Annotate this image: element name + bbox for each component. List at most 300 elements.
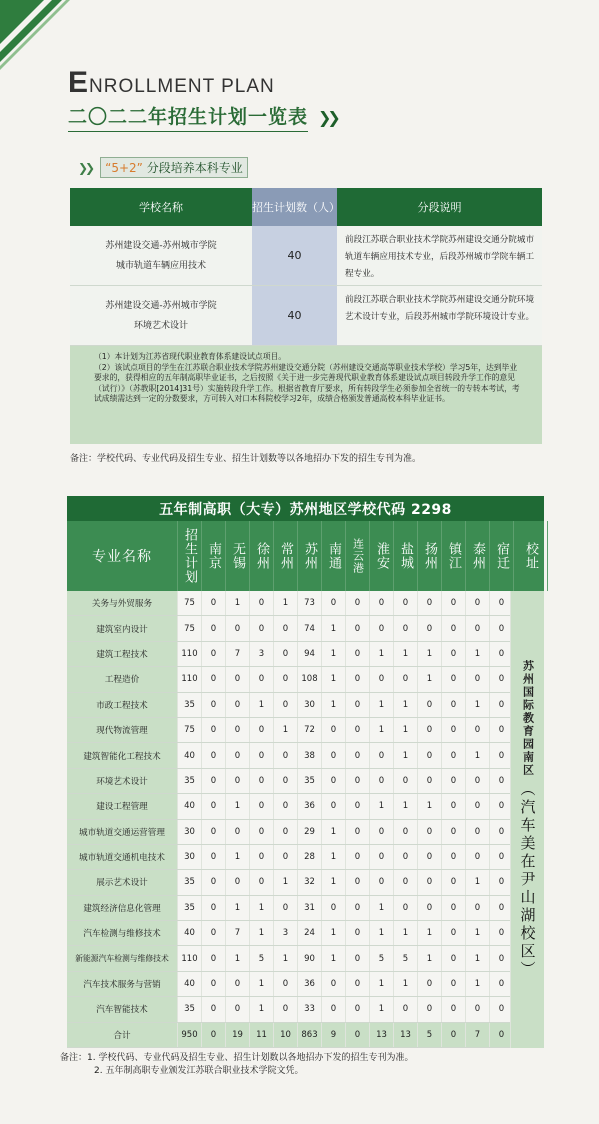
city-quota-cell: 0 bbox=[490, 972, 514, 996]
city-quota-cell: 13 bbox=[370, 1023, 394, 1047]
city-quota-cell: 863 bbox=[298, 1023, 322, 1047]
city-quota-cell: 0 bbox=[346, 896, 370, 920]
address-printed: 苏州国际教育园南区 bbox=[521, 660, 535, 778]
plan-cell: 950 bbox=[178, 1023, 202, 1047]
major-name-cell: 市政工程技术 bbox=[67, 693, 178, 717]
city-quota-cell: 0 bbox=[202, 921, 226, 945]
city-quota-cell: 0 bbox=[202, 946, 226, 970]
city-quota-cell: 1 bbox=[370, 794, 394, 818]
city-quota-cell: 0 bbox=[226, 769, 250, 793]
city-quota-cell: 108 bbox=[298, 667, 322, 691]
city-quota-cell: 0 bbox=[418, 591, 442, 615]
city-quota-cell: 0 bbox=[370, 616, 394, 640]
city-quota-cell: 0 bbox=[490, 718, 514, 742]
city-quota-cell: 1 bbox=[418, 921, 442, 945]
city-quota-cell: 0 bbox=[202, 616, 226, 640]
city-quota-cell: 0 bbox=[418, 718, 442, 742]
city-quota-cell: 0 bbox=[226, 743, 250, 767]
city-quota-cell: 1 bbox=[274, 870, 298, 894]
city-quota-cell: 0 bbox=[418, 845, 442, 869]
city-quota-cell: 1 bbox=[394, 743, 418, 767]
city-quota-cell: 0 bbox=[370, 591, 394, 615]
city-quota-cell: 1 bbox=[250, 997, 274, 1021]
corner-stripes-decoration bbox=[0, 0, 70, 70]
city-quota-cell: 1 bbox=[250, 972, 274, 996]
table-row bbox=[67, 845, 510, 870]
table-row bbox=[67, 820, 510, 845]
city-quota-cell: 0 bbox=[322, 896, 346, 920]
city-quota-cell: 1 bbox=[226, 845, 250, 869]
header-city: 盐城 bbox=[394, 521, 418, 591]
city-quota-cell: 1 bbox=[370, 896, 394, 920]
city-quota-cell: 0 bbox=[442, 794, 466, 818]
table1-body bbox=[70, 226, 542, 346]
city-quota-cell: 0 bbox=[274, 769, 298, 793]
city-quota-cell: 0 bbox=[250, 845, 274, 869]
table-row bbox=[67, 743, 510, 768]
city-quota-cell: 0 bbox=[394, 667, 418, 691]
header-city: 连云港 bbox=[346, 521, 370, 591]
city-quota-cell: 35 bbox=[298, 769, 322, 793]
header-city: 苏州 bbox=[298, 521, 322, 591]
plan-cell: 75 bbox=[178, 591, 202, 615]
city-quota-cell: 0 bbox=[370, 820, 394, 844]
table-row bbox=[67, 591, 510, 616]
header-address: 校址 bbox=[514, 521, 548, 591]
major-name-cell: 建筑工程技术 bbox=[67, 642, 178, 666]
city-quota-cell: 0 bbox=[418, 820, 442, 844]
double-chevron-icon: ❯❯ bbox=[78, 160, 93, 175]
major-name-cell: 城市轨道交通运营管理 bbox=[67, 820, 178, 844]
city-quota-cell: 0 bbox=[490, 794, 514, 818]
major-name-cell: 关务与外贸服务 bbox=[67, 591, 178, 615]
plan-cell: 35 bbox=[178, 896, 202, 920]
address-handwritten-note: （汽车美在尹山湖校区） bbox=[518, 781, 537, 980]
remark-2-line-1: 备注：1. 学校代码、专业代码及招生专业、招生计划数以各地招办下发的招生专刊为准。 bbox=[60, 1053, 414, 1063]
city-quota-cell: 33 bbox=[298, 997, 322, 1021]
major-name-cell: 展示艺术设计 bbox=[67, 870, 178, 894]
city-quota-cell: 36 bbox=[298, 972, 322, 996]
city-quota-cell: 0 bbox=[418, 972, 442, 996]
city-quota-cell: 1 bbox=[250, 896, 274, 920]
city-quota-cell: 0 bbox=[466, 997, 490, 1021]
major-name-cell: 建筑经济信息化管理 bbox=[67, 896, 178, 920]
plan-cell: 75 bbox=[178, 718, 202, 742]
city-quota-cell: 0 bbox=[274, 896, 298, 920]
plan-cell: 40 bbox=[252, 286, 337, 345]
plan-cell: 35 bbox=[178, 870, 202, 894]
header-city: 南京 bbox=[202, 521, 226, 591]
city-quota-cell: 0 bbox=[202, 693, 226, 717]
table2 bbox=[67, 496, 544, 1048]
city-quota-cell: 0 bbox=[394, 616, 418, 640]
city-quota-cell: 13 bbox=[394, 1023, 418, 1047]
city-quota-cell: 0 bbox=[202, 845, 226, 869]
city-quota-cell: 0 bbox=[370, 667, 394, 691]
city-quota-cell: 0 bbox=[490, 997, 514, 1021]
city-quota-cell: 0 bbox=[442, 972, 466, 996]
city-quota-cell: 0 bbox=[202, 591, 226, 615]
city-quota-cell: 0 bbox=[418, 896, 442, 920]
plan-cell: 40 bbox=[178, 972, 202, 996]
city-quota-cell: 0 bbox=[490, 616, 514, 640]
city-quota-cell: 1 bbox=[418, 667, 442, 691]
major-name-cell: 工程造价 bbox=[67, 667, 178, 691]
city-quota-cell: 0 bbox=[466, 769, 490, 793]
desc-cell: 前段江苏联合职业技术学院苏州建设交通分院城市轨道车辆应用技术专业，后段苏州城市学院车辆工程专业。 bbox=[337, 226, 542, 285]
city-quota-cell: 0 bbox=[442, 616, 466, 640]
plan-cell: 30 bbox=[178, 820, 202, 844]
city-quota-cell: 0 bbox=[226, 718, 250, 742]
city-quota-cell: 1 bbox=[466, 946, 490, 970]
city-quota-cell: 7 bbox=[226, 642, 250, 666]
note-1: （1）本计划为江苏省现代职业教育体系建设试点项目。 bbox=[94, 352, 287, 361]
city-quota-cell: 0 bbox=[346, 921, 370, 945]
city-quota-cell: 1 bbox=[370, 693, 394, 717]
city-quota-cell: 1 bbox=[466, 693, 490, 717]
city-quota-cell: 0 bbox=[202, 820, 226, 844]
school-address-cell bbox=[510, 591, 544, 1048]
table1-header-school: 学校名称 bbox=[139, 201, 183, 214]
city-quota-cell: 1 bbox=[394, 693, 418, 717]
city-quota-cell: 0 bbox=[346, 616, 370, 640]
city-quota-cell: 0 bbox=[394, 591, 418, 615]
header-plan: 招生计划 bbox=[178, 521, 202, 591]
city-quota-cell: 1 bbox=[322, 921, 346, 945]
city-quota-cell: 0 bbox=[490, 845, 514, 869]
city-quota-cell: 1 bbox=[466, 642, 490, 666]
city-quota-cell: 0 bbox=[442, 743, 466, 767]
table1-notes bbox=[70, 346, 542, 444]
city-quota-cell: 0 bbox=[346, 591, 370, 615]
city-quota-cell: 0 bbox=[394, 870, 418, 894]
city-quota-cell: 0 bbox=[346, 693, 370, 717]
city-quota-cell: 0 bbox=[226, 870, 250, 894]
city-quota-cell: 1 bbox=[226, 946, 250, 970]
table1-header-plan: 招生计划数（人） bbox=[252, 188, 337, 226]
table2-rows bbox=[67, 591, 510, 1048]
city-quota-cell: 19 bbox=[226, 1023, 250, 1047]
table-row bbox=[67, 921, 510, 946]
city-quota-cell: 0 bbox=[274, 794, 298, 818]
city-quota-cell: 0 bbox=[442, 946, 466, 970]
table-row bbox=[67, 667, 510, 692]
city-quota-cell: 0 bbox=[418, 743, 442, 767]
city-quota-cell: 0 bbox=[490, 693, 514, 717]
school-cell: 苏州建设交通-苏州城市学院 城市轨道车辆应用技术 bbox=[70, 226, 252, 285]
city-quota-cell: 11 bbox=[250, 1023, 274, 1047]
city-quota-cell: 0 bbox=[442, 642, 466, 666]
city-quota-cell: 74 bbox=[298, 616, 322, 640]
city-quota-cell: 1 bbox=[226, 591, 250, 615]
city-quota-cell: 1 bbox=[370, 718, 394, 742]
major-name-cell: 环境艺术设计 bbox=[67, 769, 178, 793]
city-quota-cell: 29 bbox=[298, 820, 322, 844]
city-quota-cell: 0 bbox=[394, 769, 418, 793]
city-quota-cell: 28 bbox=[298, 845, 322, 869]
city-quota-cell: 1 bbox=[322, 693, 346, 717]
plan-cell: 40 bbox=[178, 794, 202, 818]
city-quota-cell: 1 bbox=[322, 870, 346, 894]
major-name-cell: 汽车智能技术 bbox=[67, 997, 178, 1021]
city-quota-cell: 1 bbox=[418, 946, 442, 970]
city-quota-cell: 0 bbox=[250, 743, 274, 767]
plan-cell: 40 bbox=[178, 743, 202, 767]
city-quota-cell: 0 bbox=[394, 896, 418, 920]
city-quota-cell: 0 bbox=[442, 769, 466, 793]
major-name-cell: 现代物流管理 bbox=[67, 718, 178, 742]
city-quota-cell: 0 bbox=[346, 946, 370, 970]
header-city: 泰州 bbox=[466, 521, 490, 591]
city-quota-cell: 0 bbox=[490, 896, 514, 920]
city-quota-cell: 0 bbox=[346, 1023, 370, 1047]
city-quota-cell: 1 bbox=[322, 845, 346, 869]
city-quota-cell: 1 bbox=[418, 642, 442, 666]
table1-header bbox=[70, 188, 542, 226]
city-quota-cell: 0 bbox=[346, 667, 370, 691]
note-2: （2）该试点项目的学生在江苏联合职业技术学院苏州建设交通分院（苏州建设交通高等职业技术学校）学习5年，达到毕业要求的，获得相应的五年制高职毕业证书，之后按照《关于进一步完善现代职业教育体系建设试点项目转段升学工作的意见（试行）》（苏教职[2014]31号）实施转段升学工作。根据省教育厅要求，所有转段学生必须参加全省统一的专转本考试，考试成绩需达到一定的分数要求，方可转入对口本科院校学习2年，成绩合格颁发普通高校本科毕业证书。 bbox=[94, 362, 520, 403]
city-quota-cell: 1 bbox=[394, 794, 418, 818]
plan-cell: 110 bbox=[178, 667, 202, 691]
major-name-cell: 汽车技术服务与营销 bbox=[67, 972, 178, 996]
city-quota-cell: 0 bbox=[346, 718, 370, 742]
city-quota-cell: 0 bbox=[250, 820, 274, 844]
header-city: 常州 bbox=[274, 521, 298, 591]
plan-cell: 110 bbox=[178, 642, 202, 666]
city-quota-cell: 0 bbox=[442, 845, 466, 869]
city-quota-cell: 0 bbox=[490, 769, 514, 793]
city-quota-cell: 0 bbox=[346, 743, 370, 767]
city-quota-cell: 0 bbox=[442, 693, 466, 717]
city-quota-cell: 0 bbox=[370, 769, 394, 793]
city-quota-cell: 3 bbox=[274, 921, 298, 945]
table1-header-desc: 分段说明 bbox=[417, 201, 462, 214]
section-badge: “5+2” 分段培养本科专业 bbox=[100, 157, 248, 178]
city-quota-cell: 72 bbox=[298, 718, 322, 742]
table-row bbox=[67, 870, 510, 895]
city-quota-cell: 5 bbox=[250, 946, 274, 970]
plan-cell: 35 bbox=[178, 769, 202, 793]
city-quota-cell: 0 bbox=[226, 693, 250, 717]
city-quota-cell: 0 bbox=[202, 642, 226, 666]
table-row bbox=[67, 642, 510, 667]
city-quota-cell: 0 bbox=[322, 718, 346, 742]
table-row bbox=[67, 946, 510, 971]
major-name-cell: 合计 bbox=[67, 1023, 178, 1047]
city-quota-cell: 0 bbox=[202, 972, 226, 996]
city-quota-cell: 1 bbox=[370, 997, 394, 1021]
city-quota-cell: 0 bbox=[202, 1023, 226, 1047]
city-quota-cell: 0 bbox=[322, 997, 346, 1021]
city-quota-cell: 0 bbox=[442, 718, 466, 742]
city-quota-cell: 0 bbox=[274, 642, 298, 666]
remark-1: 备注：学校代码、专业代码及招生专业、招生计划数等以各地招办下发的招生专刊为准。 bbox=[70, 454, 422, 464]
table-row bbox=[67, 718, 510, 743]
city-quota-cell: 0 bbox=[322, 591, 346, 615]
city-quota-cell: 1 bbox=[466, 743, 490, 767]
city-quota-cell: 0 bbox=[250, 616, 274, 640]
city-quota-cell: 1 bbox=[322, 642, 346, 666]
city-quota-cell: 0 bbox=[346, 845, 370, 869]
city-quota-cell: 0 bbox=[226, 667, 250, 691]
city-quota-cell: 0 bbox=[370, 870, 394, 894]
header-city: 淮安 bbox=[370, 521, 394, 591]
city-quota-cell: 0 bbox=[322, 743, 346, 767]
major-name-cell: 城市轨道交通机电技术 bbox=[67, 845, 178, 869]
city-quota-cell: 0 bbox=[466, 667, 490, 691]
city-quota-cell: 0 bbox=[346, 870, 370, 894]
city-quota-cell: 0 bbox=[442, 667, 466, 691]
city-quota-cell: 1 bbox=[466, 921, 490, 945]
city-quota-cell: 1 bbox=[394, 972, 418, 996]
plan-cell: 35 bbox=[178, 997, 202, 1021]
city-quota-cell: 0 bbox=[490, 946, 514, 970]
city-quota-cell: 5 bbox=[370, 946, 394, 970]
table-row bbox=[70, 226, 542, 286]
remark-2-line-2: 2. 五年制高职专业颁发江苏联合职业技术学院文凭。 bbox=[94, 1066, 304, 1076]
plan-cell: 40 bbox=[252, 226, 337, 285]
city-quota-cell: 5 bbox=[394, 946, 418, 970]
table-row bbox=[67, 769, 510, 794]
city-quota-cell: 0 bbox=[202, 896, 226, 920]
city-quota-cell: 0 bbox=[394, 997, 418, 1021]
city-quota-cell: 0 bbox=[466, 845, 490, 869]
city-quota-cell: 5 bbox=[418, 1023, 442, 1047]
city-quota-cell: 36 bbox=[298, 794, 322, 818]
city-quota-cell: 1 bbox=[394, 642, 418, 666]
table-row bbox=[67, 794, 510, 819]
city-quota-cell: 0 bbox=[322, 972, 346, 996]
desc-cell: 前段江苏联合职业技术学院苏州建设交通分院环境艺术设计专业，后段苏州城市学院环境设计专业。 bbox=[337, 286, 542, 345]
major-name-cell: 建设工程管理 bbox=[67, 794, 178, 818]
city-quota-cell: 0 bbox=[274, 820, 298, 844]
header-city: 南通 bbox=[322, 521, 346, 591]
city-quota-cell: 10 bbox=[274, 1023, 298, 1047]
city-quota-cell: 73 bbox=[298, 591, 322, 615]
english-title: ENROLLMENT PLAN bbox=[68, 66, 275, 99]
table2-column-headers bbox=[67, 521, 544, 591]
city-quota-cell: 1 bbox=[250, 693, 274, 717]
city-quota-cell: 0 bbox=[250, 870, 274, 894]
city-quota-cell: 0 bbox=[466, 616, 490, 640]
city-quota-cell: 0 bbox=[490, 743, 514, 767]
header-city: 无锡 bbox=[226, 521, 250, 591]
city-quota-cell: 0 bbox=[250, 769, 274, 793]
city-quota-cell: 0 bbox=[346, 642, 370, 666]
city-quota-cell: 0 bbox=[346, 972, 370, 996]
city-quota-cell: 32 bbox=[298, 870, 322, 894]
city-quota-cell: 1 bbox=[274, 718, 298, 742]
plan-cell: 75 bbox=[178, 616, 202, 640]
city-quota-cell: 0 bbox=[442, 997, 466, 1021]
city-quota-cell: 9 bbox=[322, 1023, 346, 1047]
plan-cell: 110 bbox=[178, 946, 202, 970]
city-quota-cell: 38 bbox=[298, 743, 322, 767]
city-quota-cell: 3 bbox=[250, 642, 274, 666]
city-quota-cell: 0 bbox=[418, 870, 442, 894]
major-name-cell: 汽车检测与维修技术 bbox=[67, 921, 178, 945]
header-city: 宿迁 bbox=[490, 521, 514, 591]
city-quota-cell: 0 bbox=[226, 616, 250, 640]
city-quota-cell: 0 bbox=[226, 997, 250, 1021]
city-quota-cell: 1 bbox=[322, 667, 346, 691]
city-quota-cell: 0 bbox=[466, 896, 490, 920]
city-quota-cell: 0 bbox=[274, 997, 298, 1021]
table-row bbox=[67, 972, 510, 997]
city-quota-cell: 1 bbox=[274, 591, 298, 615]
major-name-cell: 新能源汽车检测与维修技术 bbox=[67, 946, 178, 970]
city-quota-cell: 0 bbox=[250, 718, 274, 742]
city-quota-cell: 0 bbox=[466, 718, 490, 742]
city-quota-cell: 94 bbox=[298, 642, 322, 666]
city-quota-cell: 0 bbox=[418, 769, 442, 793]
city-quota-cell: 0 bbox=[490, 591, 514, 615]
city-quota-cell: 0 bbox=[226, 972, 250, 996]
double-chevron-icon: ❯❯ bbox=[318, 107, 337, 127]
table-row bbox=[67, 997, 510, 1022]
city-quota-cell: 1 bbox=[250, 921, 274, 945]
plan-cell: 30 bbox=[178, 845, 202, 869]
city-quota-cell: 0 bbox=[490, 870, 514, 894]
city-quota-cell: 0 bbox=[442, 870, 466, 894]
city-quota-cell: 1 bbox=[370, 921, 394, 945]
city-quota-cell: 1 bbox=[226, 794, 250, 818]
header-major-name: 专业名称 bbox=[67, 521, 178, 591]
city-quota-cell: 0 bbox=[250, 794, 274, 818]
city-quota-cell: 0 bbox=[418, 997, 442, 1021]
city-quota-cell: 90 bbox=[298, 946, 322, 970]
city-quota-cell: 0 bbox=[202, 743, 226, 767]
city-quota-cell: 0 bbox=[442, 896, 466, 920]
city-quota-cell: 7 bbox=[466, 1023, 490, 1047]
city-quota-cell: 1 bbox=[466, 870, 490, 894]
city-quota-cell: 0 bbox=[466, 794, 490, 818]
city-quota-cell: 1 bbox=[394, 921, 418, 945]
section-heading bbox=[78, 157, 248, 178]
city-quota-cell: 0 bbox=[370, 743, 394, 767]
city-quota-cell: 0 bbox=[202, 870, 226, 894]
header-city: 徐州 bbox=[250, 521, 274, 591]
city-quota-cell: 0 bbox=[202, 794, 226, 818]
table-row bbox=[67, 616, 510, 641]
city-quota-cell: 0 bbox=[346, 820, 370, 844]
city-quota-cell: 0 bbox=[442, 1023, 466, 1047]
city-quota-cell: 0 bbox=[490, 921, 514, 945]
city-quota-cell: 0 bbox=[490, 642, 514, 666]
table2-title: 五年制高职（大专）苏州地区学校代码 2298 bbox=[67, 496, 544, 521]
chinese-title: 二〇二二年招生计划一览表 bbox=[68, 102, 308, 132]
major-name-cell: 建筑智能化工程技术 bbox=[67, 743, 178, 767]
city-quota-cell: 1 bbox=[418, 794, 442, 818]
city-quota-cell: 31 bbox=[298, 896, 322, 920]
city-quota-cell: 0 bbox=[394, 820, 418, 844]
city-quota-cell: 1 bbox=[274, 946, 298, 970]
city-quota-cell: 0 bbox=[442, 921, 466, 945]
city-quota-cell: 0 bbox=[274, 667, 298, 691]
city-quota-cell: 30 bbox=[298, 693, 322, 717]
city-quota-cell: 0 bbox=[250, 667, 274, 691]
city-quota-cell: 0 bbox=[346, 997, 370, 1021]
city-quota-cell: 7 bbox=[226, 921, 250, 945]
city-quota-cell: 0 bbox=[346, 794, 370, 818]
city-quota-cell: 1 bbox=[370, 642, 394, 666]
city-quota-cell: 0 bbox=[274, 845, 298, 869]
header-city: 扬州 bbox=[418, 521, 442, 591]
city-quota-cell: 0 bbox=[226, 820, 250, 844]
city-quota-cell: 0 bbox=[322, 794, 346, 818]
city-quota-cell: 1 bbox=[322, 820, 346, 844]
city-quota-cell: 0 bbox=[442, 820, 466, 844]
